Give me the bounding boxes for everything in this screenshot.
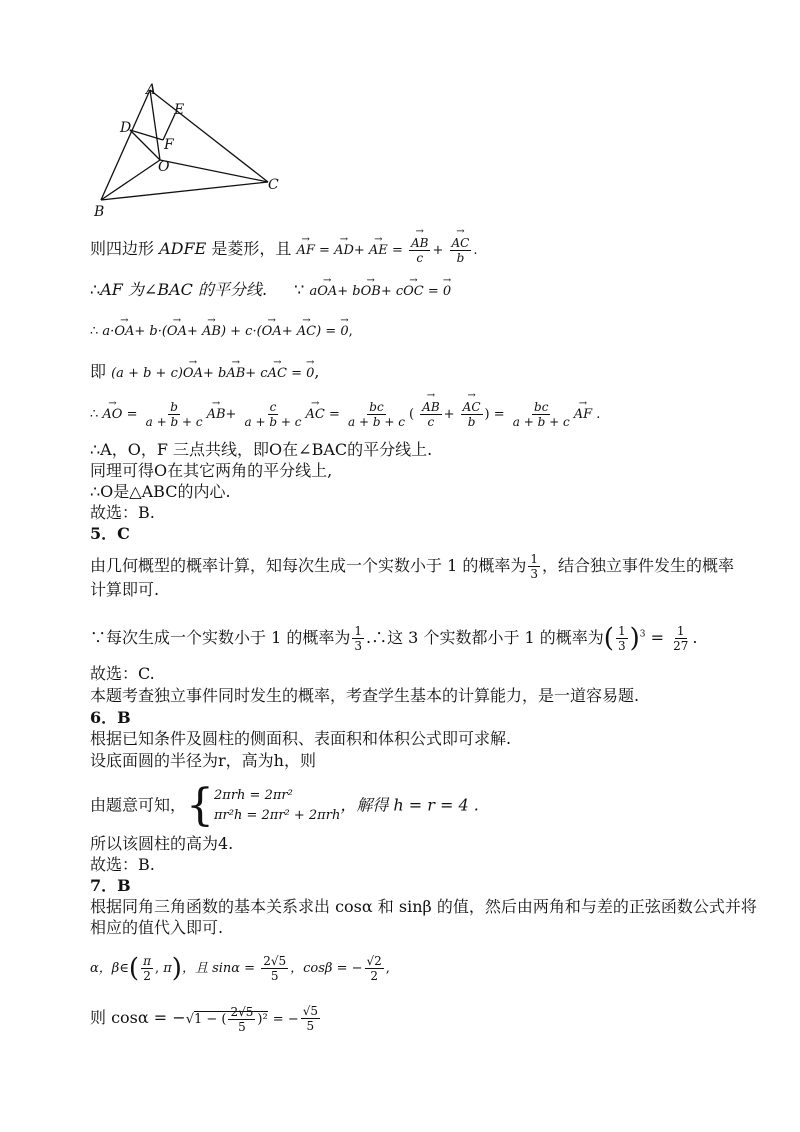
rhombus-text: 则四边形 — [90, 239, 155, 258]
one-third-fraction: $\frac{1}{3}$ — [530, 552, 538, 581]
point-label-d: D — [120, 120, 132, 136]
collinear-line: ∴A，O，F 三点共线，即O在∠BAC的平分线上. — [90, 440, 433, 459]
q5-line1 — [90, 552, 734, 581]
equation-2: πr²h = 2πr² + 2πrh — [214, 808, 341, 823]
step3-line: 即 (a + b + c)→ OA+ b→ AB+ c→ AC = → 0, — [90, 362, 319, 384]
equation-1: 2πrh = 2πr² — [214, 788, 293, 803]
step2-prefix: ∴ — [90, 324, 99, 339]
bisector-text: AF 为∠BAC 的平分线 — [100, 280, 262, 299]
point-label-o: O — [158, 159, 170, 175]
q5-line3: ∵每次生成一个实数小于 1 的概率为 $\frac{1}{3}$ .∴这 3 个实数都小于 1 的概率为( $\frac{1}{3}$ )$^3$ = $\frac{1}{27}$ . — [90, 623, 698, 654]
point-label-c: C — [268, 177, 279, 193]
q6-answer: 故选：B. — [90, 855, 155, 874]
q5-line1-text-a: 由几何概型的概率计算，知每次生成一个实数小于 1 的概率为 — [90, 556, 527, 575]
rhombus-line — [90, 236, 478, 265]
q5-line3-text-b: .∴这 3 个实数都小于 1 的概率为 — [366, 628, 604, 647]
q7-line3-text-c: ，cosβ = − — [290, 961, 363, 976]
q7-line3-text-b: ，且 sinα = — [181, 961, 256, 976]
equation-system — [214, 786, 340, 826]
rhombus-name: ADFE — [159, 239, 207, 258]
because-symbol: ∵ — [294, 280, 305, 299]
q5-heading: 5．C — [90, 524, 130, 543]
q5-line1-text-b: ，结合独立事件发生的概率 — [542, 556, 735, 575]
point-label-b: B — [94, 204, 105, 220]
triangle-figure — [88, 80, 388, 230]
q7-heading: 7．B — [90, 876, 131, 895]
step3-prefix: 即 — [90, 362, 107, 381]
incenter-line: ∴O是△ABC的内心. — [90, 482, 231, 501]
q6-line2: 设底面圆的半径为r，高为h，则 — [90, 751, 316, 770]
q5-answer: 故选：C. — [90, 664, 155, 683]
therefore-symbol: ∴ — [90, 280, 101, 299]
q7-line1: 根据同角三角函数的基本关系求出 cosα 和 sinβ 的值，然后由两角和与差的正弦函数公式并将 — [90, 897, 757, 916]
q7-line3: α，β∈( $\frac{\pi}{2}$ , π)，且 sinα = $\frac{2√5}{5}$ ，cosβ = − $\frac{√2}{2}$ , — [90, 953, 390, 984]
similarly-line: 同理可得O在其它两角的平分线上, — [90, 461, 333, 480]
point-label-f: F — [164, 137, 174, 153]
q6-line4: 所以该圆柱的高为4. — [90, 834, 234, 853]
q6-line1: 根据已知条件及圆柱的侧面积、表面积和体积公式即可求解. — [90, 729, 512, 748]
q6-system-line: 由题意可知，{ 2πrh = 2πr² πr²h = 2πr² + 2πrh ，解得 h = r = 4 . — [90, 780, 479, 831]
q5-comment: 本题考查独立事件同时发生的概率，考查学生基本的计算能力，是一道容易题. — [90, 686, 640, 705]
q5-line3-text-a: ∵每次生成一个实数小于 1 的概率为 — [90, 628, 351, 647]
q6-solution: ，解得 h = r = 4 . — [340, 795, 479, 815]
ao-formula-line: ∴ → AO = $\frac{b}{a + b + c}$ → AB+ $\frac{c}{a + b + c}$ → AC = $\frac{bc}{a + b + c}$ ( → $\frac{AB}{c}$ + → $\frac{AC}{b}$ ) = $\frac{bc}{a + b + c}$ → AF . — [90, 400, 600, 429]
q5-line2: 计算即可. — [90, 580, 160, 599]
q7-line2: 相应的值代入即可. — [90, 918, 224, 937]
point-label-e: E — [174, 102, 185, 118]
q7-line4-text-a: 则 cosα = − — [90, 1008, 186, 1027]
rhombus-formula: → AF = → AD+ → AE = → $\frac{AB}{c}$ + → $\frac{AC}{b}$ . — [296, 243, 477, 258]
q7-line3-text-a: α，β∈ — [90, 961, 129, 976]
sec4-answer: 故选：B. — [90, 503, 155, 522]
bisector-line: ∴AF 为∠BAC 的平分线. ∵ a→ OA+ b→ OB+ c→ OC = → 0 — [90, 280, 451, 302]
rhombus-is: 是菱形，且 — [211, 239, 292, 258]
q6-heading: 6．B — [90, 708, 131, 727]
vector-sum-formula: a→ OA+ b→ OB+ c→ OC = → 0 — [309, 284, 451, 299]
point-label-a: A — [146, 82, 157, 98]
q6-line3-text-a: 由题意可知， — [90, 795, 187, 815]
step2-line: ∴ a·→ OA+ b·(→ OA+ → AB) + c·(→ OA+ → AC) = → 0, — [90, 322, 353, 342]
q7-line4: 则 cosα = −√1 − ( $\frac{2√5}{5}$ )² = − $\frac{√5}{5}$ — [90, 1004, 318, 1034]
q7-line4-text-b: = − — [272, 1012, 299, 1027]
